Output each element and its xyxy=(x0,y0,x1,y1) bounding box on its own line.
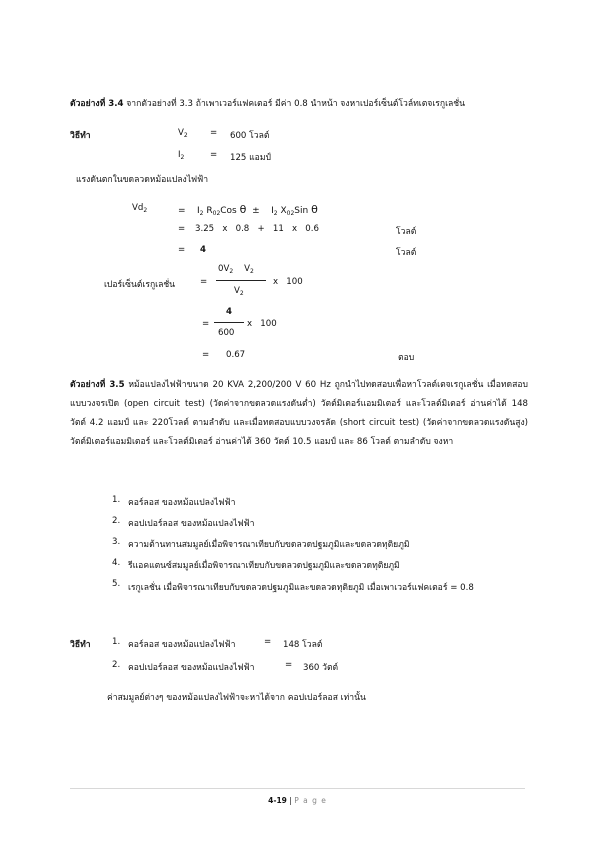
vd-line-1 xyxy=(178,203,318,217)
list-item-number: 1. xyxy=(112,495,121,505)
given-i2-val: 125 แอมป์ xyxy=(230,153,271,163)
vd-line-1-theta-2: θ xyxy=(311,203,318,216)
vd-line-1-i2: I xyxy=(271,206,274,216)
example-3-4-text: จากตัวอย่างที่ 3.3 ถ้าเพาเวอร์แฟคเตอร์ มีค่า 0.8 นำหน้า จงหาเปอร์เซ็นต์โวล์ทเตจเรกูเลชั่น xyxy=(126,99,466,109)
page-number: 4-19 xyxy=(268,796,287,805)
given-i2-sub: 2 xyxy=(180,154,185,161)
example-3-5-text: หม้อแปลงไฟฟ้าขนาด 20 KVA 2,200/200 V 60 Hz ถูกนำไปทดสอบเพื่อหาโวลต์เตจเรกูเลชั่น เมื่อทดสอบแบบวงจรเปิด (open circuit test) (วัดค่าจากขดลวดแรงดันต่ำ) วัตต์มิเตอร์แอมมิเตอร์ และโวลต์มิเตอร์ อ่านค่าได้ 148 วัตต์ 4.2 แอมป์ และ 220โวลต์ ตามลำดับ และเมื่อทดสอบแบบวงจรลัด (short circuit test) (วัดค่าจากขดลวดแรงดันสูง) วัตต์มิเตอร์แอมมิเตอร์ และโวลต์มิเตอร์ อ่านค่าได้ 360 วัตต์ 10.5 แอมป์ และ 86 โวลต์ ตามลำดับ จงหา xyxy=(70,380,528,447)
regulation-num-b-sub: 2 xyxy=(250,268,254,275)
regulation-2-times: x 100 xyxy=(247,319,277,329)
vd-line-3-eq: = xyxy=(178,245,186,255)
list-item: ความต้านทานสมมูลย์เมื่อพิจารณาเทียบกับขดลวดปฐมภูมิและขดลวดทุติยภูมิ xyxy=(128,540,410,550)
regulation-2-num: 4 xyxy=(226,307,232,317)
regulation-times: x 100 xyxy=(273,277,303,287)
answer-1-text: คอร์ลอส ของหม้อแปลงไฟฟ้า xyxy=(128,640,236,650)
solution-label-3-4: วิธีทำ xyxy=(70,131,91,141)
vd-var: Vd xyxy=(132,203,144,213)
list-item-number: 3. xyxy=(112,537,121,547)
regulation-3-val: 0.67 xyxy=(226,350,246,360)
vd-line-3-unit: โวลต์ xyxy=(396,248,417,258)
given-v2-eq: = xyxy=(210,128,218,138)
example-3-4-heading xyxy=(70,96,465,110)
given-i2-eq: = xyxy=(210,150,218,160)
regulation-2-den: 600 xyxy=(218,328,235,338)
given-v2-sub: 2 xyxy=(183,132,188,139)
vd-line-1-theta: θ xyxy=(239,203,247,216)
regulation-numerator xyxy=(218,264,254,275)
list-item-number: 4. xyxy=(112,558,121,568)
vd-line-1-i2-sub: 2 xyxy=(273,210,278,217)
example-3-5-title: ตัวอย่างที่ 3.5 xyxy=(70,380,125,390)
given-v2-var: V xyxy=(178,128,184,138)
page-footer xyxy=(0,796,595,805)
regulation-denominator xyxy=(234,286,244,297)
answer-2-val: 360 วัตต์ xyxy=(303,663,339,673)
list-item: คอปเปอร์ลอส ของหม้อแปลงไฟฟ้า xyxy=(128,519,255,529)
list-item-number: 5. xyxy=(112,579,121,589)
vd-line-2-unit: โวลต์ xyxy=(396,227,417,237)
list-item: รีแอคแตนซ์สมมูลย์เมื่อพิจารณาเทียบกับขดลวดปฐมภูมิและขดลวดทุติยภูมิ xyxy=(128,561,400,571)
vd-line-1-eq: = xyxy=(178,206,186,216)
given-i2 xyxy=(178,150,184,161)
vd2-var xyxy=(132,203,147,214)
list-item: เรกูเลชั่น เมื่อพิจารณาเทียบกับขดลวดปฐมภูมิและขดลวดทุติยภูมิ เมื่อเพาเวอร์แฟคเตอร์ = 0.8 xyxy=(128,583,474,593)
answer-2-eq: = xyxy=(285,660,293,670)
vd-line-1-sin: Sin xyxy=(294,206,309,216)
given-v2 xyxy=(178,128,188,139)
answer-2-num: 2. xyxy=(112,660,121,670)
answer-1-num: 1. xyxy=(112,637,121,647)
answer-1-val: 148 โวลต์ xyxy=(283,640,323,650)
regulation-label: เปอร์เซ็นต์เรกูเลชั่น xyxy=(104,280,176,290)
footer-separator: | xyxy=(289,796,292,805)
regulation-num-a: 0V xyxy=(218,264,230,274)
vd-line-1-pm: ± xyxy=(252,206,260,216)
regulation-2-eq: = xyxy=(202,319,210,329)
answer-2-text: คอปเปอร์ลอส ของหม้อแปลงไฟฟ้า xyxy=(128,663,255,673)
regulation-num-b: V xyxy=(244,264,251,274)
example-3-5-paragraph xyxy=(70,376,528,452)
list-item-number: 2. xyxy=(112,516,121,526)
vd-line-1-x-sub: 02 xyxy=(286,210,295,217)
given-v2-val: 600 โวลต์ xyxy=(230,131,270,141)
page-label: P a g e xyxy=(294,796,327,805)
voltage-drop-label: แรงดันตกในขดลวดหม้อแปลงไฟฟ้า xyxy=(76,175,209,185)
footer-divider xyxy=(70,788,525,789)
vd-line-1-x: X xyxy=(280,206,287,216)
list-item: คอร์ลอส ของหม้อแปลงไฟฟ้า xyxy=(128,498,236,508)
regulation-den: V xyxy=(234,286,240,296)
regulation-3-eq: = xyxy=(202,350,210,360)
regulation-fraction-bar xyxy=(216,280,266,281)
vd-line-1-r: R xyxy=(206,206,213,216)
vd-line-1-i: I xyxy=(197,206,200,216)
vd-line-2-eq: = xyxy=(178,224,186,234)
vd-sub: 2 xyxy=(143,207,148,214)
equivalent-note: ค่าสมมูลย์ต่างๆ ของหม้อแปลงไฟฟ้าจะหาได้จาก คอปเปอร์ลอส เท่านั้น xyxy=(107,693,366,703)
regulation-2-fraction-bar xyxy=(214,322,244,323)
regulation-num-a-sub: 2 xyxy=(229,268,234,275)
vd-line-1-r-sub: 02 xyxy=(212,210,221,217)
solution-label-3-5: วิธีทำ xyxy=(70,640,91,650)
vd-line-3-expr: 4 xyxy=(200,245,206,255)
vd-line-1-cos: Cos xyxy=(220,206,237,216)
vd-line-1-i-sub: 2 xyxy=(199,210,204,217)
given-i2-var: I xyxy=(178,150,181,160)
example-3-4-title: ตัวอย่างที่ 3.4 xyxy=(70,99,124,109)
vd-line-2-expr: 3.25 x 0.8 + 11 x 0.6 xyxy=(195,224,319,234)
regulation-den-sub: 2 xyxy=(239,290,244,297)
answer-label: ตอบ xyxy=(398,353,415,363)
answer-1-eq: = xyxy=(264,637,272,647)
regulation-eq: = xyxy=(200,277,208,287)
